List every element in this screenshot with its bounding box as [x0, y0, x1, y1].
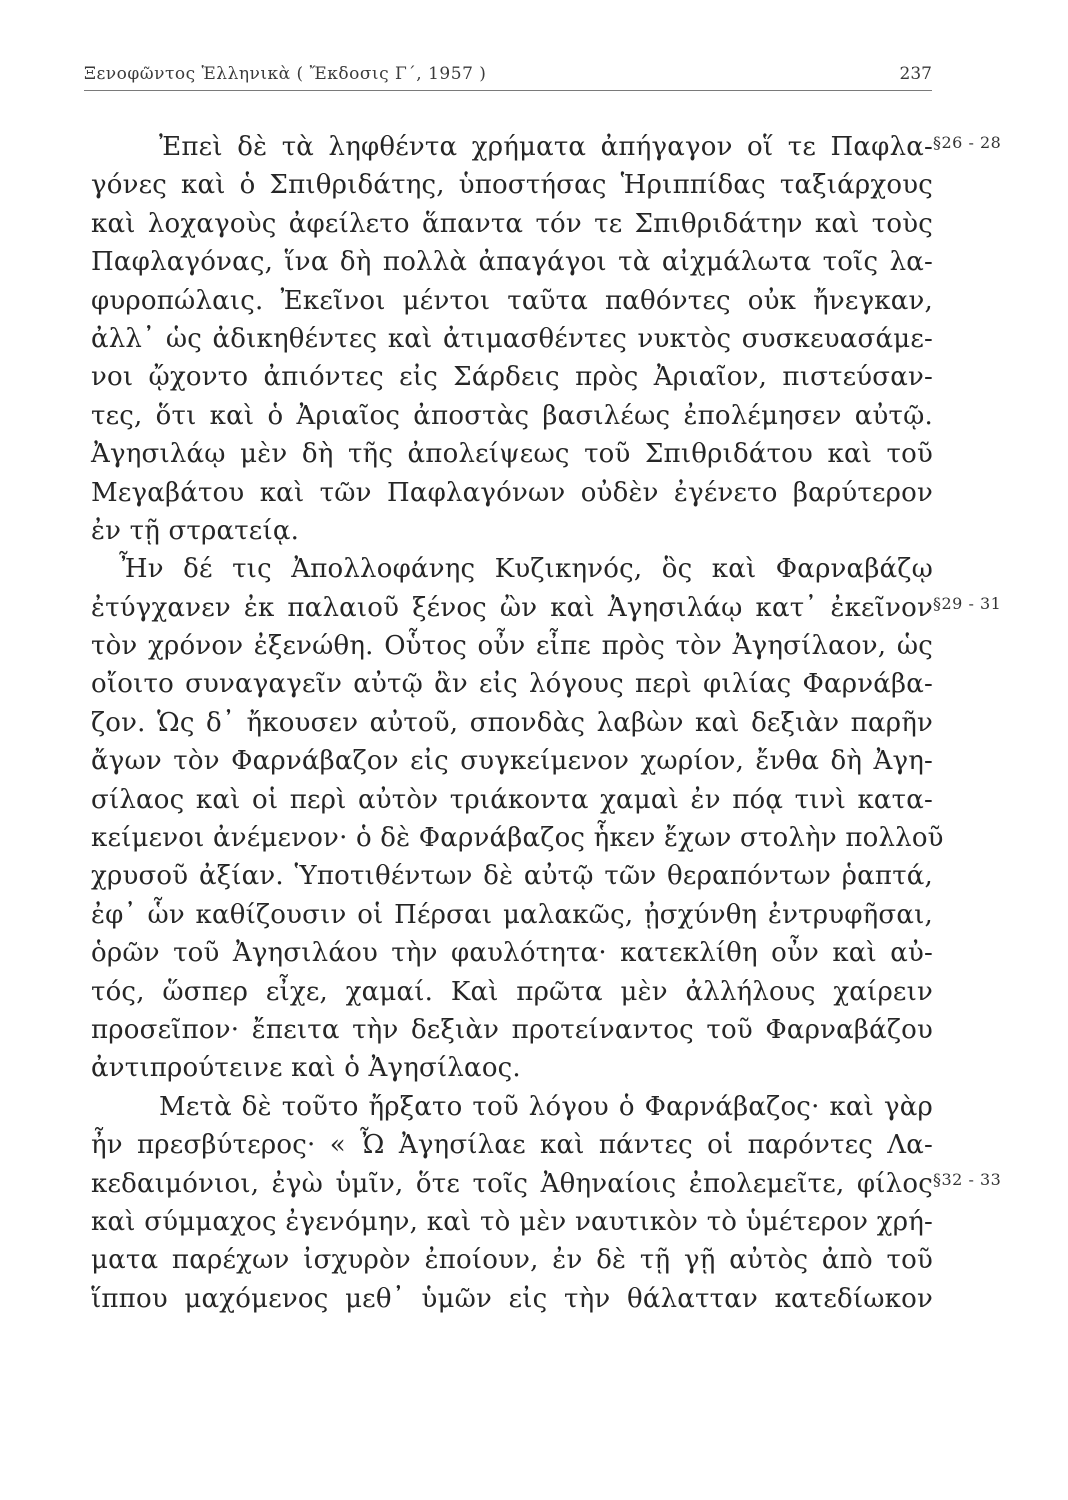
running-title: Ξενοφῶντος Ἑλληνικὰ ( Ἔκδοσις Γ΄, 1957 )	[84, 64, 487, 84]
section-marker: §29 - 31	[933, 594, 1002, 613]
text-line: τός, ὥσπερ εἶχε, χαμαί. Καὶ πρῶτα μὲν ἀλλήλους χαίρειν	[91, 976, 933, 1007]
running-header	[84, 62, 932, 91]
text-line: ἦν πρεσβύτερος· « Ὦ Ἀγησίλαε καὶ πάντες οἱ παρόντες Λα-	[91, 1130, 933, 1161]
text-line: γόνες καὶ ὁ Σπιθριδάτης, ὑποστήσας Ἡριππίδας ταξιάρχους	[91, 170, 933, 201]
text-line: τες, ὅτι καὶ ὁ Ἀριαῖος ἀποστὰς βασιλέως ἐπολέμησεν αὐτῷ.	[91, 400, 933, 431]
text-line: Ἐπεὶ δὲ τὰ ληφθέντα χρήματα ἀπήγαγον οἵ τε Παφλα-	[159, 132, 933, 162]
text-line: νοι ᾤχοντο ἀπιόντες εἰς Σάρδεις πρὸς Ἀριαῖον, πιστεύσαν-	[91, 362, 933, 393]
text-line: προσεῖπον· ἔπειτα τὴν δεξιὰν προτείναντος τοῦ Φαρναβάζου	[91, 1014, 933, 1045]
text-line: Μεγαβάτου καὶ τῶν Παφλαγόνων οὐδὲν ἐγένετο βαρύτερον	[91, 477, 933, 508]
text-line: καὶ λοχαγοὺς ἀφείλετο ἅπαντα τόν τε Σπιθριδάτην καὶ τοὺς	[91, 208, 933, 239]
text-line: κείμενοι ἀνέμενον· ὁ δὲ Φαρνάβαζος ἧκεν ἔχων στολὴν πολλοῦ	[91, 823, 944, 854]
text-line: ὁρῶν τοῦ Ἀγησιλάου τὴν φαυλότητα· κατεκλίθη οὖν καὶ αὐ-	[91, 938, 933, 969]
text-line: Μετὰ δὲ τοῦτο ἤρξατο τοῦ λόγου ὁ Φαρνάβαζος· καὶ γὰρ	[159, 1091, 933, 1122]
section-marker: §32 - 33	[933, 1170, 1002, 1189]
text-line: τὸν χρόνον ἐξενώθη. Οὗτος οὖν εἶπε πρὸς τὸν Ἀγησίλαον, ὡς	[91, 631, 933, 662]
text-line: ἵππου μαχόμενος μεθ᾽ ὑμῶν εἰς τὴν θάλατταν κατεδίωκον	[91, 1283, 933, 1314]
section-marker: §26 - 28	[933, 133, 1002, 152]
text-line: καὶ σύμμαχος ἐγενόμην, καὶ τὸ μὲν ναυτικὸν τὸ ὑμέτερον χρή-	[91, 1206, 933, 1237]
text-line: Ἀγησιλάῳ μὲν δὴ τῆς ἀπολείψεως τοῦ Σπιθριδάτου καὶ τοῦ	[91, 439, 933, 470]
body-text	[91, 128, 944, 1318]
text-line: ματα παρέχων ἰσχυρὸν ἐποίουν, ἐν δὲ τῇ γῇ αὐτὸς ἀπὸ τοῦ	[91, 1245, 933, 1276]
text-line: ἐν τῇ στρατείᾳ.	[91, 515, 300, 546]
text-line: ἀλλ᾽ ὡς ἀδικηθέντες καὶ ἀτιμασθέντες νυκτὸς συσκευασάμε-	[91, 323, 933, 354]
text-line: σίλαος καὶ οἱ περὶ αὐτὸν τριάκοντα χαμαὶ ἐν πόᾳ τινὶ κατα-	[91, 784, 933, 815]
text-line: φυροπώλαις. Ἐκεῖνοι μέντοι ταῦτα παθόντες οὐκ ἤνεγκαν,	[91, 285, 933, 316]
text-line: ἐτύγχανεν ἐκ παλαιοῦ ξένος ὢν καὶ Ἀγησιλάῳ κατ᾽ ἐκεῖνον	[91, 592, 933, 623]
text-line: Ἦν δέ τις Ἀπολλοφάνης Κυζικηνός, ὃς καὶ Φαρναβάζῳ	[119, 554, 933, 585]
text-line: κεδαιμόνιοι, ἐγὼ ὑμῖν, ὅτε τοῖς Ἀθηναίοις ἐπολεμεῖτε, φίλος	[91, 1168, 933, 1199]
text-line: ζον. Ὡς δ᾽ ἤκουσεν αὐτοῦ, σπονδὰς λαβὼν καὶ δεξιὰν παρῆν	[91, 707, 933, 738]
text-line: χρυσοῦ ἀξίαν. Ὑποτιθέντων δὲ αὐτῷ τῶν θεραπόντων ῥαπτά,	[91, 861, 933, 892]
text-line: ἄγων τὸν Φαρνάβαζον εἰς συγκείμενον χωρίον, ἔνθα δὴ Ἀγη-	[91, 746, 933, 777]
text-line: Παφλαγόνας, ἵνα δὴ πολλὰ ἀπαγάγοι τὰ αἰχμάλωτα τοῖς λα-	[91, 247, 933, 278]
text-line: ἐφ᾽ ὧν καθίζουσιν οἱ Πέρσαι μαλακῶς, ᾐσχύνθη ἐντρυφῆσαι,	[91, 899, 933, 930]
page-number: 237	[899, 64, 932, 84]
text-line: οἴοιτο συναγαγεῖν αὐτῷ ἂν εἰς λόγους περὶ φιλίας Φαρνάβα-	[91, 669, 933, 700]
text-line: ἀντιπρούτεινε καὶ ὁ Ἀγησίλαος.	[91, 1053, 521, 1084]
